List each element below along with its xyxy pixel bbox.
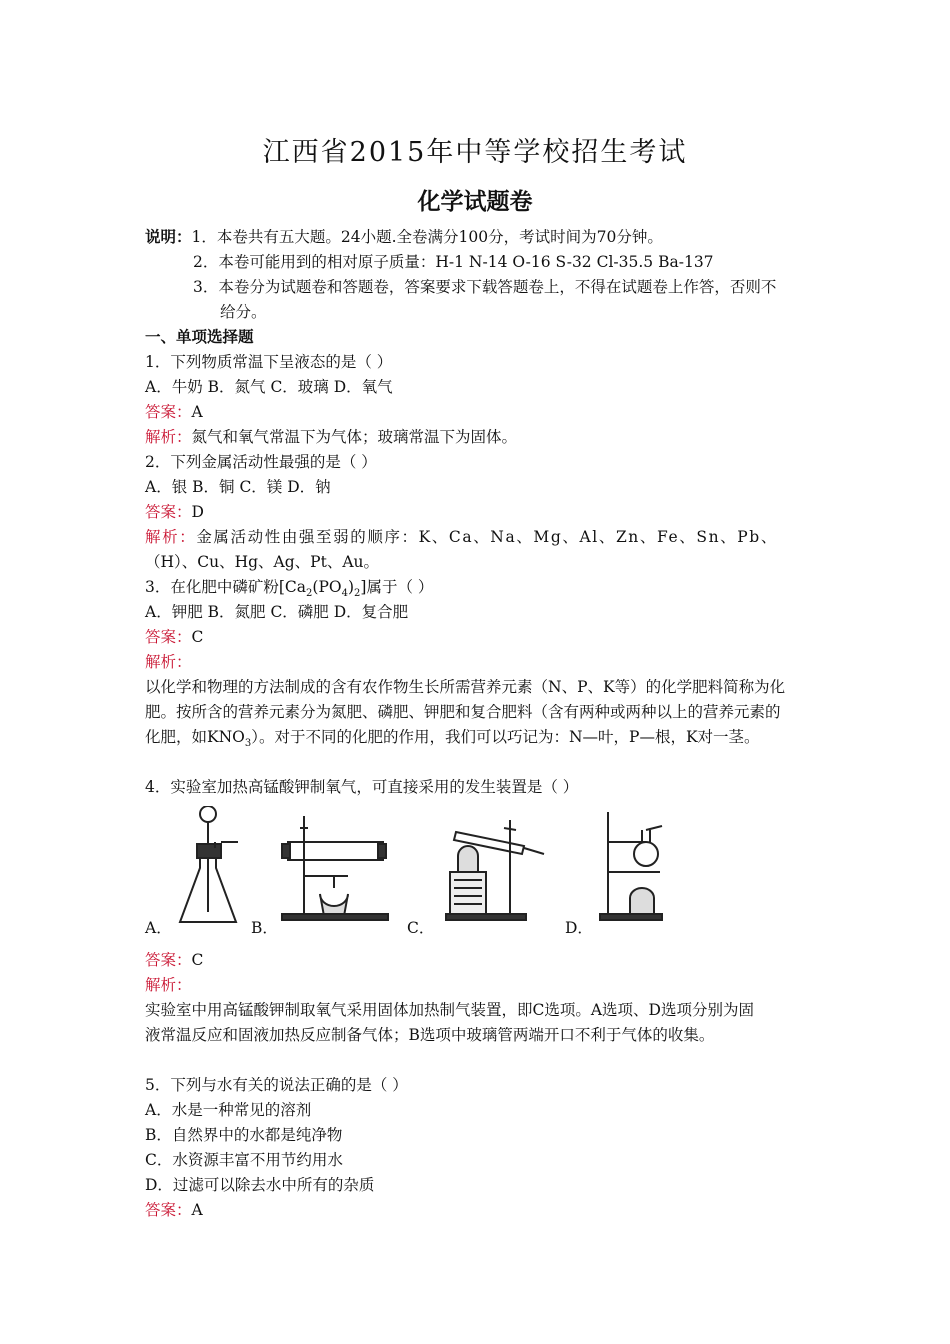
q1-options: A．牛奶 B．氮气 C．玻璃 D．氧气: [145, 378, 393, 396]
q3-sub: 2: [354, 588, 361, 600]
apparatus-c-figure: [440, 806, 550, 926]
q3-answer: [145, 626, 203, 648]
q3-para-3: [145, 726, 760, 755]
q3-para-3-part: ）。对于不同的化肥的作用，我们可以巧记为：N—叶，P—根，K对一茎。: [251, 728, 760, 746]
q3-stem-part: 3．在化肥中磷矿粉[Ca: [145, 578, 307, 596]
q3-stem-part: ]属于（ ）: [360, 578, 434, 596]
q1-stem: 1．下列物质常温下呈液态的是（ ）: [145, 353, 393, 371]
note-3b: 给分。: [220, 303, 267, 321]
q4-answer-value: C: [191, 951, 204, 969]
q4-option-a: A．: [145, 919, 172, 937]
q2-analysis-2: （H）、Cu、Hg、Ag、Pt、Au。: [145, 553, 379, 571]
q1-analysis: [145, 426, 517, 448]
q4-para-1: 实验室中用高锰酸钾制取氧气采用固体加热制气装置，即C选项。A选项、D选项分别为固: [145, 1001, 754, 1019]
page-subtitle: 化学试题卷: [417, 189, 533, 215]
q3-analysis-label: [145, 651, 192, 673]
apparatus-a-figure: [170, 806, 250, 930]
note-line-1: [145, 226, 663, 248]
answer-label: 答案：: [145, 628, 192, 646]
analysis-label: 解析：: [145, 976, 192, 994]
analysis-label: 解析：: [145, 428, 192, 446]
q2-stem: 2．下列金属活动性最强的是（ ）: [145, 453, 377, 471]
analysis-label: 解析：: [145, 653, 192, 671]
note-1: 1．本卷共有五大题。24小题.全卷满分100分，考试时间为70分钟。: [191, 228, 663, 246]
q5-option-c: C．水资源丰富不用节约用水: [145, 1151, 343, 1169]
q3-stem-part: ): [347, 578, 355, 596]
q4-option-b: B．: [251, 919, 278, 937]
q3-sub: 4: [341, 588, 348, 600]
q4-option-d: D．: [565, 919, 593, 937]
q3-options: A．钾肥 B．氮肥 C．磷肥 D．复合肥: [145, 603, 409, 621]
q5-option-b: B．自然界中的水都是纯净物: [145, 1126, 343, 1144]
q3-sub: 2: [306, 588, 313, 600]
q4-analysis-label: [145, 974, 192, 996]
q4-para-2: 液常温反应和固液加热反应制备气体；B选项中玻璃管两端开口不利于气体的收集。: [145, 1026, 715, 1044]
q3-answer-value: C: [191, 628, 204, 646]
q3-para-1: 以化学和物理的方法制成的含有农作物生长所需营养元素（N、P、K等）的化学肥料简称为化: [145, 678, 786, 696]
apparatus-b-figure: [278, 806, 393, 924]
q2-options: A．银 B．铜 C．镁 D．钠: [145, 478, 331, 496]
q3-para-3-sub: 3: [244, 738, 252, 750]
notes-label: 说明：: [145, 228, 192, 246]
page-title: 江西省2015年中等学校招生考试: [262, 137, 688, 168]
q3-stem-part: (PO: [312, 578, 342, 596]
q1-answer: [145, 401, 203, 423]
q1-answer-value: A: [191, 403, 203, 421]
q2-answer: [145, 501, 204, 523]
apparatus-d-figure: [596, 806, 676, 926]
note-2: 2．本卷可能用到的相对原子质量：H-1 N-14 O-16 S-32 Cl-35.5 Ba-137: [193, 253, 714, 271]
q3-para-2: 肥。按所含的营养元素分为氮肥、磷肥、钾肥和复合肥料（含有两种或两种以上的营养元素的: [145, 703, 781, 721]
q1-analysis-text: 氮气和氧气常温下为气体；玻璃常温下为固体。: [191, 428, 518, 446]
q5-option-a: A．水是一种常见的溶剂: [145, 1101, 312, 1119]
q5-answer: [145, 1199, 203, 1221]
q4-answer: [145, 949, 203, 971]
q2-answer-value: D: [191, 503, 204, 521]
q4-stem: 4．实验室加热高锰酸钾制氧气，可直接采用的发生装置是（ ）: [145, 778, 579, 796]
q2-analysis-text-1: 金属活动性由强至弱的顺序：K、Ca、Na、Mg、Al、Zn、Fe、Sn、Pb、: [196, 528, 778, 546]
q5-stem: 5．下列与水有关的说法正确的是（ ）: [145, 1076, 408, 1094]
answer-label: 答案：: [145, 1201, 192, 1219]
analysis-label: 解析：: [145, 528, 197, 546]
answer-label: 答案：: [145, 951, 192, 969]
q5-answer-value: A: [191, 1201, 203, 1219]
q5-option-d: D．过滤可以除去水中所有的杂质: [145, 1176, 375, 1194]
note-3a: 3．本卷分为试题卷和答题卷，答案要求下载答题卷上，不得在试题卷上作答，否则不: [193, 278, 777, 296]
section-heading: 一、单项选择题: [145, 328, 254, 346]
q3-para-3-part: 化肥，如KNO: [145, 728, 245, 746]
q2-analysis: [145, 526, 778, 548]
answer-label: 答案：: [145, 503, 192, 521]
answer-label: 答案：: [145, 403, 192, 421]
q4-option-c: C．: [407, 919, 435, 937]
